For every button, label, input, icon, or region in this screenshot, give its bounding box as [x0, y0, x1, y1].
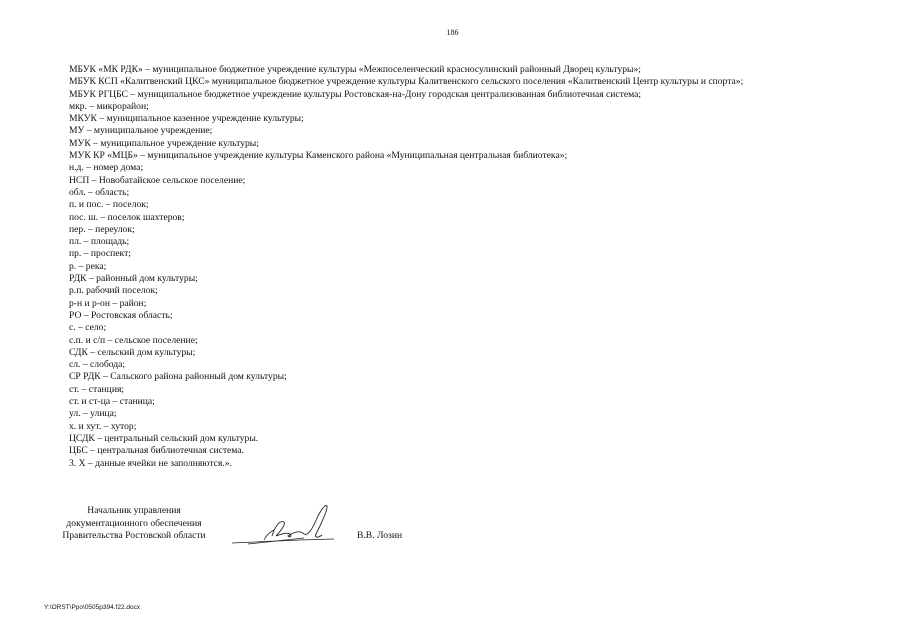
signer-name: В.В. Лозин — [357, 530, 403, 541]
abbreviation-line: с.п. и с/п – сельское поселение; — [69, 334, 198, 346]
abbreviation-list — [69, 64, 869, 470]
abbreviation-line: ст. – станция; — [69, 383, 125, 395]
abbreviation-line: пр. – проспект; — [69, 248, 131, 260]
abbreviation-line: МКУК – муниципальное казенное учреждение культуры; — [69, 113, 304, 125]
abbreviation-line: мкр. – микрорайон; — [69, 100, 149, 112]
abbreviation-line: обл. – область; — [69, 186, 130, 198]
abbreviation-line: МУ – муниципальное учреждение; — [69, 125, 213, 137]
abbreviation-line: ст. и ст-ца – станица; — [69, 396, 155, 408]
abbreviation-line: НСП – Новобатайское сельское поселение; — [69, 174, 246, 186]
abbreviation-line: х. и хут. – хутор; — [69, 420, 137, 432]
abbreviation-line: 3. Х – данные ячейки не заполняются.». — [69, 457, 232, 469]
abbreviation-line: ЦСДК – центральный сельский дом культуры. — [69, 432, 259, 444]
abbreviation-line: р. – река; — [69, 260, 107, 272]
abbreviation-line: СДК – сельский дом культуры; — [69, 346, 196, 358]
abbreviation-line: пос. ш. – поселок шахтеров; — [69, 211, 185, 223]
abbreviation-line: с. – село; — [69, 322, 107, 334]
abbreviation-line: РО – Ростовская область; — [69, 309, 173, 321]
abbreviation-line: р.п. рабочий поселок; — [69, 285, 158, 297]
abbreviation-line: МБУК КСП «Калитвенский ЦКС» муниципальное бюджетное учреждение культуры Калитвенского сельского поселения «Калитвенский Центр культуры и спорта»; — [69, 76, 744, 88]
signatory-title — [44, 505, 224, 543]
abbreviation-line: МУК КР «МЦБ» – муниципальное учреждение культуры Каменского района «Муниципальная центральная библиотека»; — [69, 150, 568, 162]
abbreviation-line: МУК – муниципальное учреждение культуры; — [69, 137, 259, 149]
abbreviation-line: пер. – переулок; — [69, 223, 135, 235]
signatory-title-line: Начальник управления — [87, 505, 181, 516]
abbreviation-line: СР РДК – Сальского района районный дом культуры; — [69, 371, 287, 383]
signatory-title-line: Правительства Ростовской области — [62, 530, 206, 541]
abbreviation-line: пл. – площадь; — [69, 236, 130, 248]
signatory-title-line: документационного обеспечения — [66, 517, 202, 529]
file-path: Y:\ORST\Ppo\0505p394.f22.docx — [44, 604, 141, 611]
abbreviation-line: РДК – районный дом культуры; — [69, 273, 198, 285]
abbreviation-line: сл. – слобода; — [69, 359, 126, 371]
abbreviation-line: МБУК «МК РДК» – муниципальное бюджетное учреждение культуры «Межпоселенческий красносулинский районный Дворец культуры»; — [69, 64, 641, 75]
abbreviation-line: МБУК РГЦБС – муниципальное бюджетное учреждение культуры Ростовская-на-Дону городская централизованная библиотечная система; — [69, 88, 642, 100]
abbreviation-line: ЦБС – центральная библиотечная система. — [69, 445, 244, 457]
abbreviation-line: ул. – улица; — [69, 408, 117, 420]
abbreviation-line: н.д. – номер дома; — [69, 162, 144, 174]
abbreviation-line: п. и пос. – поселок; — [69, 199, 149, 211]
handwritten-signature — [228, 500, 338, 550]
abbreviation-line: р-н и р-он – район; — [69, 297, 147, 309]
page-number: 186 — [446, 28, 459, 37]
